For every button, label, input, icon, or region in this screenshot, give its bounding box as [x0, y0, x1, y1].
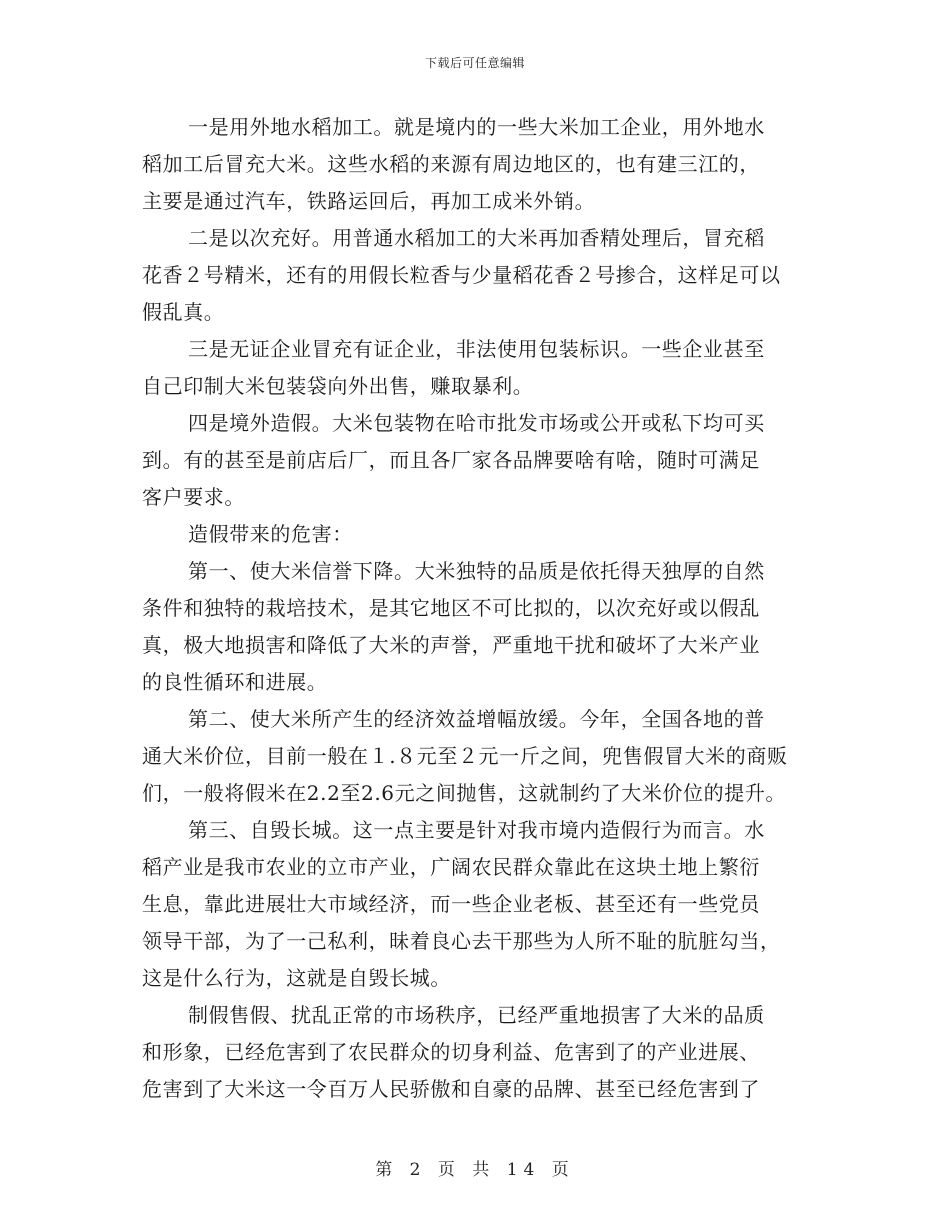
text-line: 第二、使大米所产生的经济效益增幅放缓。今年，全国各地的普: [188, 707, 765, 731]
text-line: 二是以次充好。用普通水稻加工的大米再加香精处理后，冒充稻: [188, 226, 765, 250]
text-line: 第一、使大米信誉下降。大米独特的品质是依托得天独厚的自然: [188, 559, 765, 583]
text-line: 到。有的甚至是前店后厂，而且各厂家各品牌要啥有啥，随时可满足: [142, 448, 760, 472]
text-line: 领导干部，为了一己私利，昧着良心去干那些为人所不耻的肮脏勾当，: [142, 929, 781, 953]
text-line: 条件和独特的栽培技术，是其它地区不可比拟的，以次充好或以假乱: [142, 596, 760, 620]
text-line: 的良性循环和进展。: [142, 670, 328, 694]
text-line: 这是什么行为，这就是自毁长城。: [142, 966, 451, 990]
text-line: 真，极大地损害和降低了大米的声誉，严重地干扰和破坏了大米产业: [142, 633, 760, 657]
text-line: 假乱真。: [142, 300, 225, 324]
text-line: 危害到了大米这一令百万人民骄傲和自豪的品牌、甚至已经危害到了: [142, 1077, 760, 1101]
text-line: 生息，靠此进展壮大市域经济，而一些企业老板、甚至还有一些党员: [142, 892, 760, 916]
text-line: 和形象，已经危害到了农民群众的切身利益、危害到了的产业进展、: [142, 1040, 760, 1064]
text-line: 三是无证企业冒充有证企业，非法使用包装标识。一些企业甚至: [188, 337, 765, 361]
text-line: 第三、自毁长城。这一点主要是针对我市境内造假行为而言。水: [188, 818, 765, 842]
text-line: 制假售假、扰乱正常的市场秩序，已经严重地损害了大米的品质: [188, 1003, 765, 1027]
text-line: 自己印制大米包装袋向外出售，赚取暴利。: [142, 374, 534, 398]
text-line: 一是用外地水稻加工。就是境内的一些大米加工企业，用外地水: [188, 115, 765, 139]
page-header: 下载后可任意编辑: [424, 56, 525, 70]
page-number-footer: 第 2 页 共 14 页: [375, 1160, 575, 1180]
text-line: 们，一般将假米在2.2至2.6元之间抛售，这就制约了大米价位的提升。: [142, 781, 787, 805]
text-line: 通大米价位，目前一般在１.８元至２元一斤之间，兜售假冒大米的商贩: [142, 744, 788, 768]
text-line: 稻产业是我市农业的立市产业，广阔农民群众靠此在这块土地上繁衍: [142, 855, 760, 879]
text-line: 四是境外造假。大米包装物在哈市批发市场或公开或私下均可买: [188, 411, 765, 435]
text-line: 客户要求。: [142, 485, 245, 509]
text-line: 稻加工后冒充大米。这些水稻的来源有周边地区的，也有建三江的，: [142, 152, 760, 176]
text-line: 花香２号精米，还有的用假长粒香与少量稻花香２号掺合，这样足可以: [142, 263, 781, 287]
text-line: 主要是通过汽车，铁路运回后，再加工成米外销。: [142, 189, 596, 213]
section-heading: 造假带来的危害：: [188, 522, 353, 546]
